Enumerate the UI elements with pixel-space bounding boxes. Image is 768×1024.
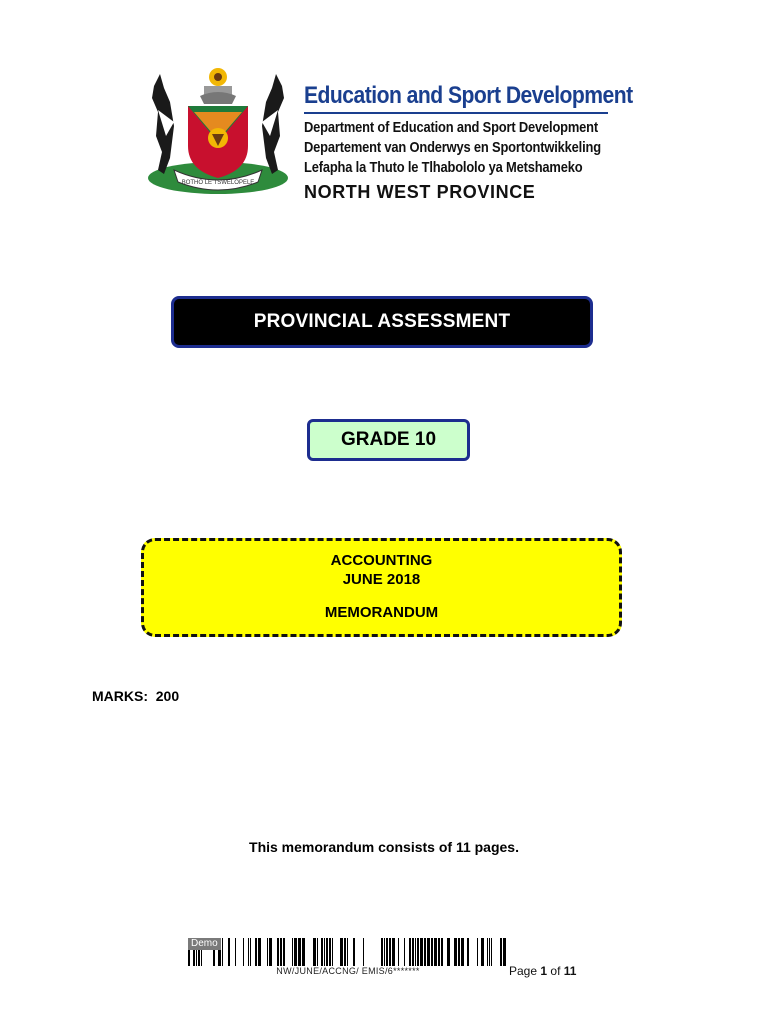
barcode [188,938,508,978]
page-number [509,964,576,978]
barcode-stripe [222,938,223,966]
barcode-stripe [302,938,305,966]
demo-tag: Demo [188,938,221,950]
barcode-stripe [427,938,430,966]
coat-of-arms-icon [144,66,292,198]
subject-banner [141,538,622,637]
barcode-stripe [392,938,395,966]
barcode-stripe [398,938,399,966]
page-of: of [550,964,561,978]
barcode-stripe [417,938,419,966]
barcode-stripe [258,938,261,966]
header-rule [304,112,608,114]
page-total: 11 [563,964,577,978]
barcode-stripe [454,938,457,966]
barcode-stripe [438,938,440,966]
barcode-stripe [424,938,426,966]
barcode-stripe [487,938,488,966]
barcode-stripe [250,938,251,966]
barcode-stripe [434,938,437,966]
barcode-stripe [292,938,293,966]
barcode-stripe [329,938,331,966]
barcode-stripe [267,938,268,966]
department-line-setswana: Lefapha la Thuto le Tlhabololo ya Metshameko [304,159,583,176]
grade-banner [307,419,470,461]
barcode-stripe [235,938,236,966]
barcode-stripe [243,938,244,966]
barcode-stripe [255,938,257,966]
barcode-stripe [467,938,469,966]
barcode-stripe [321,938,323,966]
barcode-stripe [461,938,464,966]
assessment-banner [171,296,593,348]
barcode-stripe [477,938,478,966]
barcode-stripe [404,938,405,966]
barcode-stripe [277,938,279,966]
department-header [304,82,633,204]
barcode-stripe [503,938,506,966]
barcode-text: NW/JUNE/ACCNG/ EMIS/6******* [276,966,420,976]
subject-name: ACCOUNTING [330,552,433,569]
barcode-stripe [481,938,484,966]
department-line-english: Department of Education and Sport Development [304,119,599,136]
barcode-stripe [386,938,388,966]
barcode-icon [188,938,508,966]
barcode-stripe [298,938,301,966]
barcode-stripe [283,938,285,966]
barcode-stripe [347,938,348,966]
barcode-stripe [458,938,460,966]
barcode-stripe [228,938,230,966]
barcode-stripe [269,938,272,966]
barcode-stripe [412,938,414,966]
department-title: Education and Sport Development [304,82,633,109]
province-name: NORTH WEST PROVINCE [304,182,536,202]
barcode-stripe [447,938,450,966]
crest-motto: BOTHO LE TSWELOPELE [181,180,255,186]
barcode-stripe [409,938,411,966]
department-line-afrikaans: Departement van Onderwys en Sportontwikkeling [304,139,601,156]
page-current: 1 [540,964,548,978]
page-word: Page [509,964,538,978]
pages-note: This memorandum consists of 11 pages. [249,839,519,855]
barcode-stripe [384,938,385,966]
barcode-stripe [363,938,364,966]
barcode-stripe [340,938,343,966]
barcode-stripe [317,938,318,966]
barcode-stripe [313,938,316,966]
barcode-stripe [441,938,443,966]
barcode-stripe [353,938,355,966]
barcode-stripe [415,938,416,966]
barcode-stripe [344,938,346,966]
barcode-stripe [294,938,297,966]
barcode-stripe [489,938,490,966]
subject-spacer [144,589,619,603]
barcode-stripe [324,938,325,966]
marks-label: MARKS: 200 [92,688,180,704]
assessment-label: PROVINCIAL ASSESSMENT [253,311,511,332]
subject-doc-type: MEMORANDUM [324,604,439,621]
barcode-stripe [389,938,391,966]
barcode-stripe [491,938,492,966]
subject-session: JUNE 2018 [342,571,421,588]
barcode-stripe [381,938,383,966]
barcode-stripe [248,938,249,966]
barcode-stripe [280,938,282,966]
barcode-stripe [332,938,333,966]
barcode-stripe [326,938,328,966]
barcode-stripe [431,938,433,966]
grade-label: GRADE 10 [340,429,437,450]
barcode-stripe [420,938,423,966]
barcode-stripe [500,938,502,966]
